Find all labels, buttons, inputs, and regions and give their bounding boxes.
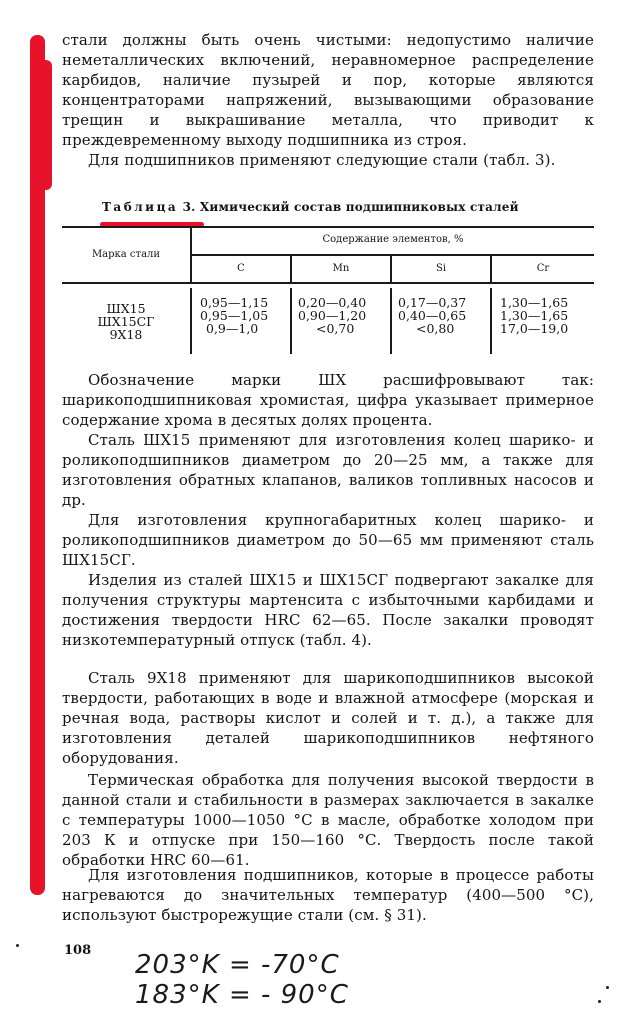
page-number: 108 (64, 943, 92, 958)
chemical-composition-table (62, 226, 594, 356)
table-top-rule (62, 226, 594, 228)
header-col-si: Si (435, 263, 447, 274)
speck-mark (606, 986, 609, 989)
table-header-rule (62, 282, 594, 284)
cell-mn: <0,70 (316, 321, 355, 336)
cell-c: 0,95—1,05 (200, 308, 269, 323)
cell-mn: 0,20—0,40 (298, 295, 367, 310)
paragraph-steel-purity: стали должны быть очень чистыми: недопустимо наличие неметаллических включений, неравномерное распределение карбидов, наличие пузырей и пор, которые являются концентраторами напряжений, вызывающими образование трещин и выкрашивание металла, что приводит к преждевременному выходу подшипника из строя. (62, 31, 594, 149)
table-body-vline-2 (290, 288, 292, 354)
column-c (200, 296, 268, 335)
speck-mark (16, 944, 19, 947)
paragraph-shx15-usage: Сталь ШХ15 применяют для изготовления колец шарико- и роликоподшипников диаметром до 20—25 мм, а также для изготовления обратных клапанов, валиков топливных насосов и др. (62, 431, 594, 509)
cell-grade: 9Х18 (109, 327, 143, 342)
cell-cr: 1,30—1,65 (500, 308, 569, 323)
header-grade: Марка стали (91, 249, 161, 260)
cell-si: 0,40—0,65 (398, 308, 467, 323)
cell-grade: ШХ15 (106, 301, 146, 316)
paragraph-9x18-usage: Сталь 9Х18 применяют для шарикоподшипников высокой твердости, работающих в воде и влажной атмосфере (морская и речная вода, растворы кислот и солей и т. д.), а также для изготовления деталей шарикоподшипников нефтяного оборудования. (62, 669, 594, 767)
header-col-cr: Cr (536, 263, 550, 274)
paragraph-shx15sg-usage: Для изготовления крупногабаритных колец шарико- и роликоподшипников диаметром до 50—65 мм применяют сталь ШХ15СГ. (62, 511, 594, 569)
column-grade (62, 302, 190, 341)
table-body-vline-4 (490, 288, 492, 354)
header-col-mn: Mn (332, 263, 350, 274)
column-mn (298, 296, 366, 335)
table-caption-word: Таблица (102, 200, 179, 214)
table-body-vline-1 (190, 288, 192, 354)
table-group-rule (190, 254, 594, 256)
paragraph-grade-designation: Обозначение марки ШХ расшифровывают так: шарикоподшипниковая хромистая, цифра указывает примерное содержание хрома в десятых долях процента. (62, 371, 594, 429)
table-caption (102, 200, 519, 214)
paragraph-table-intro: Для подшипников применяют следующие стали (табл. 3). (88, 151, 556, 169)
cell-c: 0,9—1,0 (206, 321, 259, 336)
header-col-c: C (237, 263, 245, 274)
cell-cr: 17,0—19,0 (500, 321, 569, 336)
cell-si: 0,17—0,37 (398, 295, 467, 310)
column-si (398, 296, 466, 335)
red-margin-mark-secondary (40, 60, 52, 190)
speck-mark (598, 1000, 601, 1003)
cell-c: 0,95—1,15 (200, 295, 269, 310)
column-cr (500, 296, 568, 335)
cell-mn: 0,90—1,20 (298, 308, 367, 323)
paragraph-heat-treatment: Термическая обработка для получения высокой твердости в данной стали и стабильности в размерах заключается в закалке с температуры 1000—1050 °С в масле, обработке холодом при 203 К и отпуске при 150—160 °С. Твердость после такой обработки HRC 60—61. (62, 771, 594, 869)
paragraph-high-temp-bearings: Для изготовления подшипников, которые в процессе работы нагреваются до значительных температур (400—500 °С), используют быстрорежущие стали (см. § 31). (62, 866, 594, 924)
handwritten-note-line-1: 203°K = -70°C (135, 950, 340, 980)
header-element-content: Содержание элементов, % (322, 234, 464, 245)
table-caption-title: 3. Химический состав подшипниковых сталей (178, 200, 519, 214)
handwritten-note-line-2: 183°K = - 90°C (135, 980, 349, 1010)
cell-cr: 1,30—1,65 (500, 295, 569, 310)
table-body-vline-3 (390, 288, 392, 354)
paragraph-hardening: Изделия из сталей ШХ15 и ШХ15СГ подвергают закалке для получения структуры мартенсита с избыточными карбидами и достижения твердости HRC 62—65. После закалки проводят низкотемпературный отпуск (табл. 4). (62, 571, 594, 649)
cell-grade: ШХ15СГ (97, 314, 155, 329)
cell-si: <0,80 (416, 321, 455, 336)
